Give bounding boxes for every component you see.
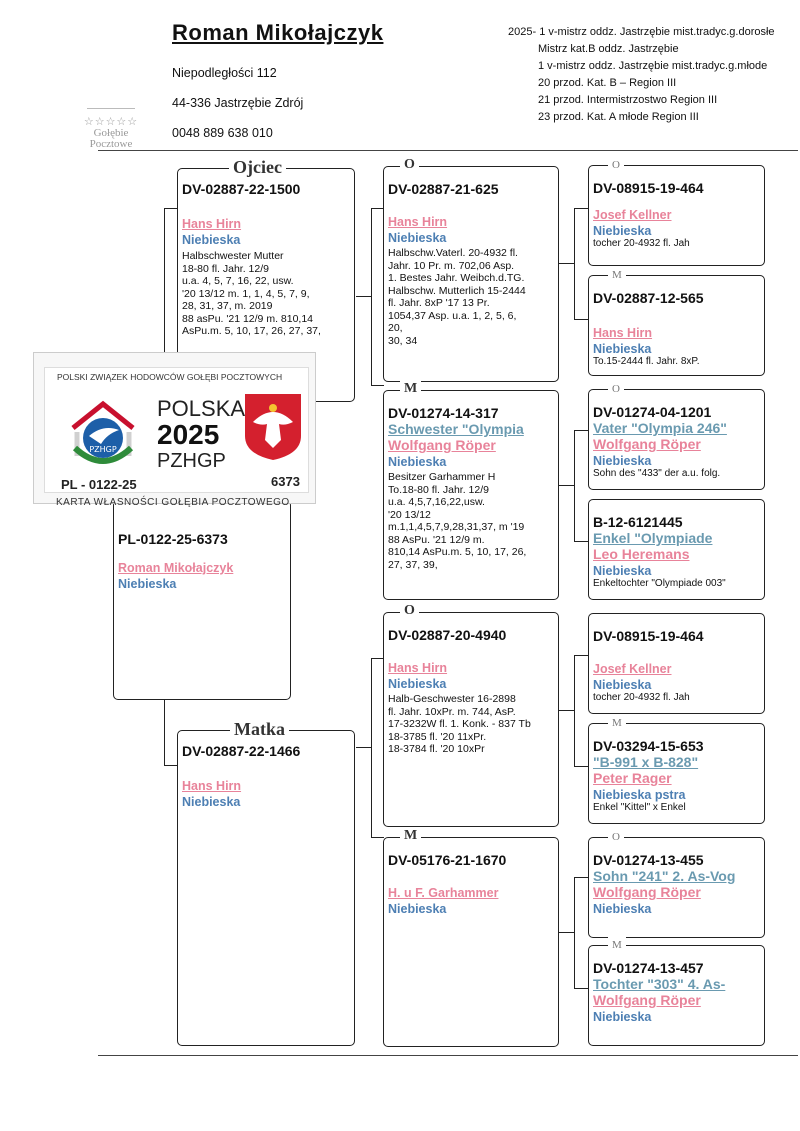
mf-ring: DV-02887-20-4940: [388, 627, 507, 643]
fmf-ring: DV-01274-04-1201: [593, 404, 712, 420]
subject-ring: PL-0122-25-6373: [118, 531, 228, 547]
fm-color: Niebieska: [388, 455, 447, 469]
logo-stars: ☆☆☆☆☆: [83, 116, 139, 128]
ring-card-footer: KARTA WŁASNOŚCI GOŁĘBIA POCZTOWEGO: [56, 497, 290, 508]
ring-card: [33, 352, 316, 508]
mff-color: Niebieska: [593, 678, 652, 692]
mmf-ring: DV-01274-13-455: [593, 852, 704, 868]
fff-desc: tocher 20-4932 fl. Jah: [593, 238, 690, 249]
fm-sex-label: M: [400, 381, 421, 397]
grandparent-fm-box[interactable]: [383, 390, 559, 600]
father-label: Ojciec: [229, 159, 286, 175]
fm-owner: Wolfgang Röper: [388, 437, 496, 453]
ff-owner: Hans Hirn: [388, 215, 448, 229]
fmf-color: Niebieska: [593, 454, 652, 468]
ggp-mmm-box[interactable]: [588, 945, 765, 1046]
grandparent-ff-box[interactable]: [383, 166, 559, 382]
connector: [356, 747, 371, 748]
mf-color: Niebieska: [388, 677, 447, 691]
mff-ring: DV-08915-19-464: [593, 628, 704, 644]
mfm-name: "B-991 x B-828": [593, 754, 699, 770]
pzhgp-emblem-icon: [67, 398, 139, 468]
ring-card-panel: [44, 367, 309, 493]
connector: [356, 296, 371, 297]
connector: [559, 710, 574, 711]
grandparent-mf-box[interactable]: [383, 612, 559, 827]
fmm-owner: Leo Heremans: [593, 546, 690, 562]
ring-card-country: POLSKA: [157, 396, 246, 421]
mother-ring: DV-02887-22-1466: [182, 743, 301, 759]
achievement-line: 2025- 1 v-mistrz oddz. Jastrzębie mist.tradyc.g.dorosłe: [508, 26, 775, 38]
mm-owner: H. u F. Garhammer: [388, 886, 499, 900]
ring-card-header: POLSKI ZWIĄZEK HODOWCÓW GOŁĘBI POCZTOWYCH: [57, 372, 283, 382]
header-divider: [98, 150, 798, 151]
mother-label: Matka: [230, 721, 289, 737]
owner-phone: 0048 889 638 010: [172, 126, 273, 140]
father-color: Niebieska: [182, 233, 241, 247]
achievement-line: 1 v-mistrz oddz. Jastrzębie mist.tradyc.g.młode: [538, 60, 768, 72]
logo-rule: [87, 108, 135, 109]
mfm-desc: Enkel "Kittel" x Enkel: [593, 802, 686, 813]
fm-desc: Besitzer Garhammer H To.18-80 fl. Jahr. 12/9 u.a. 4,5,7,16,22,usw. '20 13/12 m.1,1,4,5,7,9,28,31,37, m '19 88 AsPu. '21 12/9 m. 810,14 AsPu.m. 5, 10, 17, 26, 27, 37, 39,: [388, 471, 527, 571]
ff-ring: DV-02887-21-625: [388, 181, 499, 197]
fm-name: Schwester "Olympia: [388, 421, 524, 437]
ggp-mff-box[interactable]: [588, 613, 765, 714]
mm-color: Niebieska: [388, 902, 447, 916]
mm-ring: DV-05176-21-1670: [388, 852, 507, 868]
footer-divider: [98, 1055, 798, 1056]
bracket-mm: [574, 877, 589, 989]
fmm-name: Enkel "Olympiade: [593, 530, 713, 546]
mmf-color: Niebieska: [593, 902, 652, 916]
mfm-ring: DV-03294-15-653: [593, 738, 704, 754]
ffm-color: Niebieska: [593, 342, 652, 356]
fmm-desc: Enkeltochter "Olympiade 003": [593, 578, 726, 589]
mm-sex-label: M: [400, 828, 421, 844]
logo-line1: Gołębie: [93, 127, 129, 139]
subject-color: Niebieska: [118, 577, 177, 591]
mfm-sex-label: M: [608, 715, 626, 731]
ggp-fmf-box[interactable]: [588, 389, 765, 490]
achievement-line: 21 przod. Intermistrzostwo Region III: [538, 94, 718, 106]
mmm-name: Tochter "303" 4. As-: [593, 976, 726, 992]
fmf-name: Vater "Olympia 246": [593, 420, 727, 436]
fm-ring: DV-01274-14-317: [388, 405, 499, 421]
fmm-color: Niebieska: [593, 564, 652, 578]
achievement-line: Mistrz kat.B oddz. Jastrzębie: [538, 43, 679, 55]
owner-street: Niepodległości 112: [172, 66, 277, 80]
ffm-ring: DV-02887-12-565: [593, 290, 704, 306]
mfm-color: Niebieska pstra: [593, 788, 686, 802]
ggp-ffm-box[interactable]: [588, 275, 765, 376]
ring-card-ring-prefix: PL - 0122-25: [61, 477, 137, 492]
achievement-line: 23 przod. Kat. A młode Region III: [538, 111, 699, 123]
connector: [559, 932, 574, 933]
ffm-sex-label: M: [608, 267, 626, 283]
fff-sex-label: O: [608, 157, 624, 173]
bracket-fm: [574, 430, 589, 542]
achievement-line: 20 przod. Kat. B – Region III: [538, 77, 677, 89]
bracket-ff: [574, 208, 589, 320]
ring-card-ring-number: 6373: [271, 474, 300, 489]
mff-owner: Josef Kellner: [593, 662, 672, 676]
owner-city: 44-336 Jastrzębie Zdrój: [172, 96, 304, 110]
mff-desc: tocher 20-4932 fl. Jah: [593, 692, 690, 703]
mf-sex-label: O: [400, 603, 419, 619]
mmf-name: Sohn "241" 2. As-Vog: [593, 868, 736, 884]
mf-desc: Halb-Geschwester 16-2898 fl. Jahr. 10xPr. m. 744, AsP. 17-3232W fl. 1. Konk. - 837 Tb 18-3785 fl. '20 11xPr. 18-3784 fl. '20 10xPr: [388, 693, 531, 755]
ggp-fmm-box[interactable]: [588, 499, 765, 600]
mfm-owner: Peter Rager: [593, 770, 672, 786]
ring-card-org: PZHGP: [157, 450, 226, 472]
svg-text:PZHGP: PZHGP: [89, 445, 117, 454]
mmm-color: Niebieska: [593, 1010, 652, 1024]
owner-name: Roman Mikołajczyk: [172, 20, 384, 45]
ffm-owner: Hans Hirn: [593, 326, 653, 340]
club-logo: [66, 108, 156, 150]
bracket-mf: [574, 655, 589, 767]
logo-line2: Pocztowe: [89, 138, 133, 150]
father-owner: Hans Hirn: [182, 217, 242, 231]
fff-color: Niebieska: [593, 224, 652, 238]
mother-color: Niebieska: [182, 795, 241, 809]
subject-box[interactable]: [113, 500, 291, 700]
connector: [559, 485, 574, 486]
fmf-owner: Wolfgang Röper: [593, 436, 701, 452]
father-desc: Halbschwester Mutter 18-80 fl. Jahr. 12/9 u.a. 4, 5, 7, 16, 22, usw. '20 13/12 m. 1, 1, 4, 5, 7, 9, 28, 31, 37, m. 2019 88 asPu. '21 12/9 m. 810,14 AsPu.m. 5, 10, 17, 26, 27, 37,: [182, 250, 321, 337]
fmf-sex-label: O: [608, 381, 624, 397]
fff-owner: Josef Kellner: [593, 208, 672, 222]
mmf-sex-label: O: [608, 829, 624, 845]
ff-sex-label: O: [400, 157, 419, 173]
ff-desc: Halbschw.Vaterl. 20-4932 fl. Jahr. 10 Pr. m. 702,06 Asp. 1. Bestes Jahr. Weibch.d.TG. Halbschw. Mutterlich 15-2444 fl. Jahr. 8xP '17 13 Pr. 1054,37 Asp. u.a. 1, 2, 5, 6, 20, 30, 34: [388, 247, 526, 347]
ffm-desc: To.15-2444 fl. Jahr. 8xP.: [593, 356, 700, 367]
fff-ring: DV-08915-19-464: [593, 180, 704, 196]
mother-box[interactable]: [177, 730, 355, 1046]
ggp-mfm-box[interactable]: [588, 723, 765, 824]
mmm-sex-label: M: [608, 937, 626, 953]
mf-owner: Hans Hirn: [388, 661, 448, 675]
ggp-fff-box[interactable]: [588, 165, 765, 266]
subject-owner: Roman Mikołajczyk: [118, 561, 234, 575]
mother-owner: Hans Hirn: [182, 779, 242, 793]
fmf-desc: Sohn des "433" der a.u. folg.: [593, 468, 721, 479]
ring-card-year: 2025: [157, 419, 220, 450]
mmm-ring: DV-01274-13-457: [593, 960, 704, 976]
fmm-ring: B-12-6121445: [593, 514, 683, 530]
polish-eagle-icon: [243, 392, 303, 462]
father-ring: DV-02887-22-1500: [182, 181, 301, 197]
grandparent-mm-box[interactable]: [383, 837, 559, 1047]
mmf-owner: Wolfgang Röper: [593, 884, 701, 900]
ggp-mmf-box[interactable]: [588, 837, 765, 938]
mmm-owner: Wolfgang Röper: [593, 992, 701, 1008]
ff-color: Niebieska: [388, 231, 447, 245]
connector: [559, 263, 574, 264]
